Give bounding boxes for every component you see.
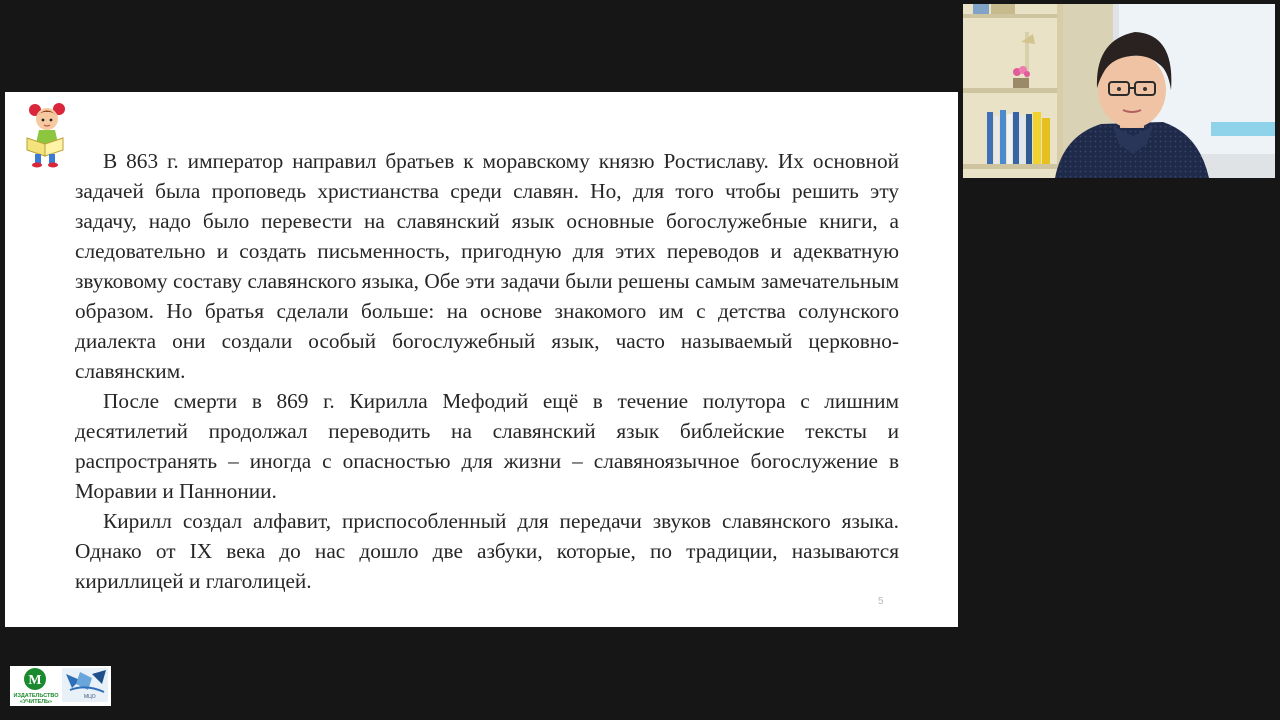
paragraph-2: После смерти в 869 г. Кирилла Мефодий ещё в течение полутора с лишним десятилетий продолжал переводить на славянский язык библейские тексты и распространять – иногда с опасностью для жизни – славяноязычное богослужение в Моравии и Паннонии. — [75, 389, 899, 503]
slide-page-number: 5 — [878, 596, 884, 607]
slide-body-text — [75, 146, 899, 596]
paragraph-1: В 863 г. император направил братьев к моравскому князю Ростиславу. Их основной задачей была проповедь христианства среди славян. Но, для того чтобы решить эту задачу, надо было перевести на славянский язык основные богослужебные книги, а следовательно и создать письменность, пригодную для этих переводов и адекватную звуковому составу славянского языка, Обе эти задачи были решены самым замечательным образом. Но братья сделали больше: на основе знакомого им с детства солунского диалекта они создали особый богослужебный язык, часто называемый церковно-славянским. — [75, 149, 899, 383]
org-abbreviation: МЦО — [84, 694, 96, 700]
publisher-logo — [10, 666, 111, 706]
svg-text:М: М — [28, 673, 42, 688]
presenter-video-frame — [963, 4, 1275, 178]
publisher-name — [12, 693, 60, 705]
publisher-line-2: «УЧИТЕЛЬ» — [19, 699, 53, 705]
presentation-slide — [5, 92, 958, 627]
paragraph-3: Кирилл создал алфавит, приспособленный для передачи звуков славянского языка. Однако от IX века до нас дошло две азбуки, которые, по традиции, называются кириллицей и глаголицей. — [75, 509, 899, 593]
publisher-line-1: ИЗДАТЕЛЬСТВО — [13, 693, 59, 699]
reading-girl-icon — [13, 100, 73, 168]
webcam-video — [963, 4, 1275, 178]
